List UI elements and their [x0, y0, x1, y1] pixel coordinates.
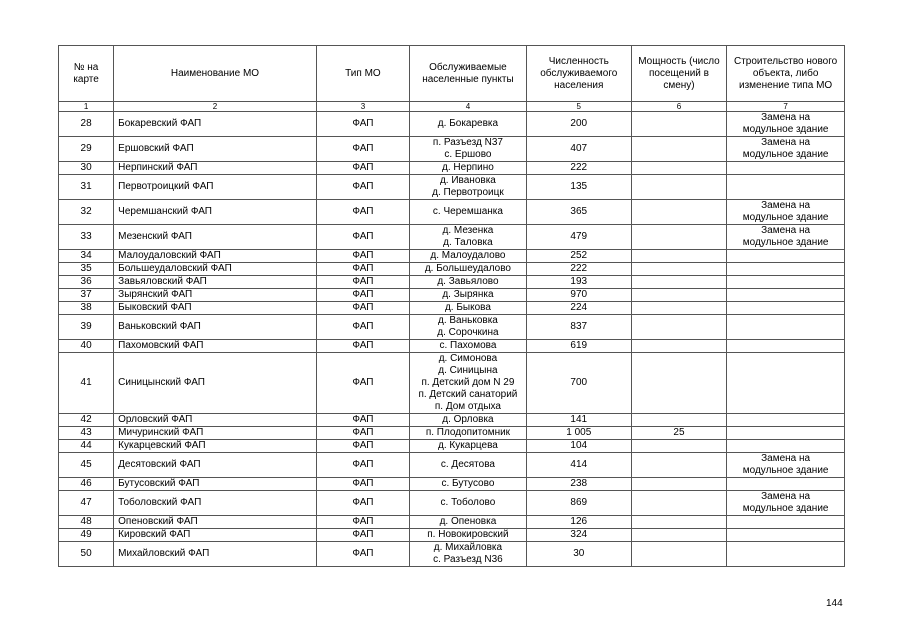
cell-points: с. Пахомова: [410, 340, 527, 353]
column-number: 3: [316, 102, 409, 112]
cell-points: п. Новокировский: [410, 529, 527, 542]
cell-capacity: [631, 175, 726, 200]
cell-points: д. Бокаревка: [410, 112, 527, 137]
cell-name: Синицынский ФАП: [114, 353, 317, 414]
table-row: [59, 414, 845, 427]
cell-capacity: [631, 516, 726, 529]
cell-points: д. Михайловка с. Разъезд N36: [410, 542, 527, 567]
cell-capacity: [631, 302, 726, 315]
cell-points: д. Большеудалово: [410, 263, 527, 276]
cell-num: 39: [59, 315, 114, 340]
cell-capacity: 25: [631, 427, 726, 440]
cell-num: 32: [59, 200, 114, 225]
cell-population: 414: [526, 453, 631, 478]
cell-capacity: [631, 112, 726, 137]
table-row: [59, 529, 845, 542]
cell-capacity: [631, 542, 726, 567]
cell-construction: [727, 175, 845, 200]
cell-num: 29: [59, 137, 114, 162]
cell-num: 34: [59, 250, 114, 263]
cell-capacity: [631, 250, 726, 263]
cell-name: Бутусовский ФАП: [114, 478, 317, 491]
cell-num: 36: [59, 276, 114, 289]
cell-population: 252: [526, 250, 631, 263]
cell-points: д. Орловка: [410, 414, 527, 427]
cell-num: 37: [59, 289, 114, 302]
table-row: [59, 137, 845, 162]
cell-name: Быковский ФАП: [114, 302, 317, 315]
cell-name: Малоудаловский ФАП: [114, 250, 317, 263]
cell-capacity: [631, 289, 726, 302]
header-capacity: Мощность (число посещений в смену): [631, 46, 726, 102]
cell-points: с. Десятова: [410, 453, 527, 478]
table-row: [59, 276, 845, 289]
cell-population: 970: [526, 289, 631, 302]
column-number: 7: [727, 102, 845, 112]
cell-population: 224: [526, 302, 631, 315]
cell-points: с. Черемшанка: [410, 200, 527, 225]
cell-type: ФАП: [316, 302, 409, 315]
column-number: 4: [410, 102, 527, 112]
cell-type: ФАП: [316, 137, 409, 162]
cell-population: 365: [526, 200, 631, 225]
cell-name: Михайловский ФАП: [114, 542, 317, 567]
cell-construction: [727, 529, 845, 542]
cell-name: Мичуринский ФАП: [114, 427, 317, 440]
cell-points: д. Нерпино: [410, 162, 527, 175]
column-number: 2: [114, 102, 317, 112]
cell-capacity: [631, 414, 726, 427]
table-row: [59, 263, 845, 276]
table-row: [59, 353, 845, 414]
cell-num: 46: [59, 478, 114, 491]
cell-points: с. Тоболово: [410, 491, 527, 516]
cell-population: 700: [526, 353, 631, 414]
cell-name: Зырянский ФАП: [114, 289, 317, 302]
cell-type: ФАП: [316, 542, 409, 567]
cell-num: 48: [59, 516, 114, 529]
cell-population: 479: [526, 225, 631, 250]
cell-construction: [727, 340, 845, 353]
cell-name: Опеновский ФАП: [114, 516, 317, 529]
cell-num: 40: [59, 340, 114, 353]
cell-type: ФАП: [316, 478, 409, 491]
cell-capacity: [631, 263, 726, 276]
cell-construction: [727, 440, 845, 453]
cell-population: 141: [526, 414, 631, 427]
cell-construction: [727, 276, 845, 289]
table-row: [59, 340, 845, 353]
table-row: [59, 200, 845, 225]
cell-points: с. Бутусово: [410, 478, 527, 491]
cell-construction: Замена на модульное здание: [727, 453, 845, 478]
cell-num: 42: [59, 414, 114, 427]
cell-type: ФАП: [316, 175, 409, 200]
cell-population: 238: [526, 478, 631, 491]
cell-type: ФАП: [316, 516, 409, 529]
cell-population: 869: [526, 491, 631, 516]
cell-type: ФАП: [316, 491, 409, 516]
cell-points: д. Ивановка д. Первотроицк: [410, 175, 527, 200]
cell-construction: [727, 427, 845, 440]
cell-capacity: [631, 529, 726, 542]
cell-capacity: [631, 340, 726, 353]
cell-construction: [727, 162, 845, 175]
cell-num: 31: [59, 175, 114, 200]
cell-num: 33: [59, 225, 114, 250]
cell-capacity: [631, 137, 726, 162]
table-row: [59, 491, 845, 516]
table-row: [59, 453, 845, 478]
cell-num: 38: [59, 302, 114, 315]
cell-type: ФАП: [316, 276, 409, 289]
cell-population: 193: [526, 276, 631, 289]
cell-construction: [727, 414, 845, 427]
table-body: [59, 112, 845, 567]
cell-name: Черемшанский ФАП: [114, 200, 317, 225]
cell-construction: Замена на модульное здание: [727, 137, 845, 162]
cell-capacity: [631, 315, 726, 340]
cell-name: Бокаревский ФАП: [114, 112, 317, 137]
table-row: [59, 427, 845, 440]
cell-construction: Замена на модульное здание: [727, 225, 845, 250]
table-row: [59, 225, 845, 250]
table-row: [59, 542, 845, 567]
cell-population: 135: [526, 175, 631, 200]
cell-population: 126: [526, 516, 631, 529]
cell-num: 43: [59, 427, 114, 440]
table-row: [59, 302, 845, 315]
cell-population: 200: [526, 112, 631, 137]
cell-num: 44: [59, 440, 114, 453]
cell-name: Ершовский ФАП: [114, 137, 317, 162]
table-row: [59, 112, 845, 137]
table-row: [59, 440, 845, 453]
cell-num: 50: [59, 542, 114, 567]
cell-construction: [727, 516, 845, 529]
cell-name: Мезенский ФАП: [114, 225, 317, 250]
header-points: Обслуживаемые населенные пункты: [410, 46, 527, 102]
table-row: [59, 162, 845, 175]
cell-construction: Замена на модульное здание: [727, 112, 845, 137]
column-number: 1: [59, 102, 114, 112]
cell-type: ФАП: [316, 225, 409, 250]
cell-name: Ваньковский ФАП: [114, 315, 317, 340]
cell-type: ФАП: [316, 440, 409, 453]
cell-population: 104: [526, 440, 631, 453]
column-number: 5: [526, 102, 631, 112]
cell-type: ФАП: [316, 162, 409, 175]
cell-type: ФАП: [316, 340, 409, 353]
cell-points: д. Мезенка д. Таловка: [410, 225, 527, 250]
cell-capacity: [631, 353, 726, 414]
cell-points: д. Быкова: [410, 302, 527, 315]
cell-points: д. Опеновка: [410, 516, 527, 529]
cell-name: Десятовский ФАП: [114, 453, 317, 478]
cell-population: 222: [526, 263, 631, 276]
table-row: [59, 289, 845, 302]
cell-capacity: [631, 491, 726, 516]
cell-name: Большеудаловский ФАП: [114, 263, 317, 276]
cell-num: 35: [59, 263, 114, 276]
cell-population: 837: [526, 315, 631, 340]
cell-type: ФАП: [316, 250, 409, 263]
cell-capacity: [631, 276, 726, 289]
table-row: [59, 478, 845, 491]
column-number-row: [59, 102, 845, 112]
cell-points: п. Разъезд N37 с. Ершово: [410, 137, 527, 162]
table-row: [59, 175, 845, 200]
header-construction: Строительство нового объекта, либо изменение типа МО: [727, 46, 845, 102]
cell-capacity: [631, 478, 726, 491]
cell-name: Пахомовский ФАП: [114, 340, 317, 353]
cell-type: ФАП: [316, 112, 409, 137]
header-name: Наименование МО: [114, 46, 317, 102]
cell-name: Кукарцевский ФАП: [114, 440, 317, 453]
cell-construction: [727, 353, 845, 414]
cell-construction: [727, 542, 845, 567]
cell-population: 619: [526, 340, 631, 353]
cell-population: 222: [526, 162, 631, 175]
cell-type: ФАП: [316, 414, 409, 427]
cell-num: 41: [59, 353, 114, 414]
cell-points: п. Плодопитомник: [410, 427, 527, 440]
cell-type: ФАП: [316, 427, 409, 440]
cell-construction: Замена на модульное здание: [727, 491, 845, 516]
cell-num: 47: [59, 491, 114, 516]
cell-construction: [727, 250, 845, 263]
header-row: [59, 46, 845, 102]
cell-points: д. Симонова д. Синицына п. Детский дом N 29 п. Детский санаторий п. Дом отдыха: [410, 353, 527, 414]
cell-num: 30: [59, 162, 114, 175]
cell-construction: Замена на модульное здание: [727, 200, 845, 225]
cell-construction: [727, 315, 845, 340]
cell-type: ФАП: [316, 353, 409, 414]
cell-population: 407: [526, 137, 631, 162]
cell-name: Кировский ФАП: [114, 529, 317, 542]
cell-construction: [727, 478, 845, 491]
cell-type: ФАП: [316, 263, 409, 276]
cell-capacity: [631, 453, 726, 478]
cell-population: 324: [526, 529, 631, 542]
cell-points: д. Завьялово: [410, 276, 527, 289]
mo-table: [58, 45, 845, 567]
cell-construction: [727, 302, 845, 315]
cell-type: ФАП: [316, 289, 409, 302]
page-number: 144: [826, 598, 843, 609]
cell-name: Тоболовский ФАП: [114, 491, 317, 516]
header-population: Численность обслуживаемого населения: [526, 46, 631, 102]
cell-capacity: [631, 162, 726, 175]
table-row: [59, 315, 845, 340]
cell-type: ФАП: [316, 529, 409, 542]
cell-capacity: [631, 200, 726, 225]
cell-name: Нерпинский ФАП: [114, 162, 317, 175]
cell-name: Завьяловский ФАП: [114, 276, 317, 289]
cell-population: 30: [526, 542, 631, 567]
cell-num: 45: [59, 453, 114, 478]
column-number: 6: [631, 102, 726, 112]
cell-type: ФАП: [316, 200, 409, 225]
cell-type: ФАП: [316, 453, 409, 478]
cell-points: д. Зырянка: [410, 289, 527, 302]
header-num: № на карте: [59, 46, 114, 102]
cell-num: 28: [59, 112, 114, 137]
cell-points: д. Малоудалово: [410, 250, 527, 263]
table-row: [59, 516, 845, 529]
cell-type: ФАП: [316, 315, 409, 340]
cell-construction: [727, 289, 845, 302]
cell-name: Первотроицкий ФАП: [114, 175, 317, 200]
cell-capacity: [631, 225, 726, 250]
cell-points: д. Ваньковка д. Сорочкина: [410, 315, 527, 340]
cell-name: Орловский ФАП: [114, 414, 317, 427]
cell-population: 1 005: [526, 427, 631, 440]
cell-construction: [727, 263, 845, 276]
cell-num: 49: [59, 529, 114, 542]
table-row: [59, 250, 845, 263]
header-type: Тип МО: [316, 46, 409, 102]
cell-capacity: [631, 440, 726, 453]
cell-points: д. Кукарцева: [410, 440, 527, 453]
